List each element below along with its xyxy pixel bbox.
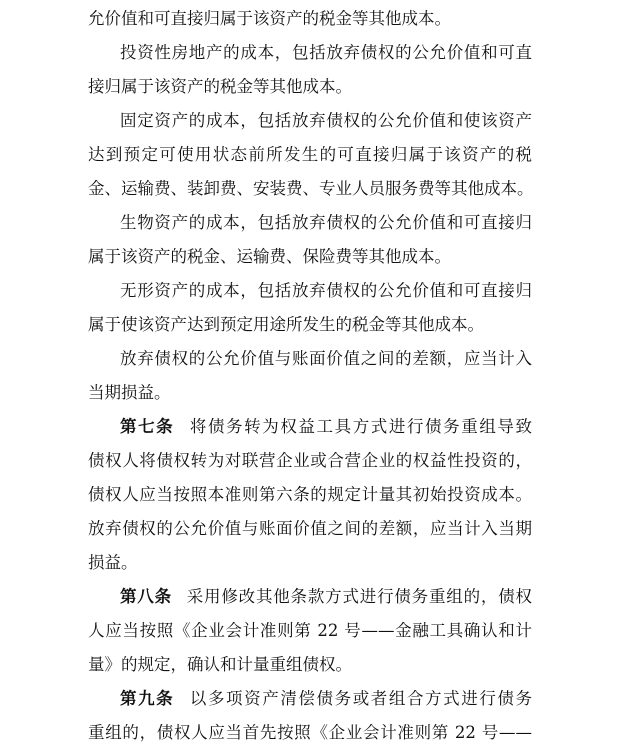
- text-line-19: 人应当按照《企业会计准则第 22 号——金融工具确认和计: [88, 621, 532, 640]
- text-line-5: 达到预定可使用状态前所发生的可直接归属于该资产的税: [88, 145, 532, 164]
- text-line-18: 采用修改其他条款方式进行债务重组的，债权: [185, 587, 533, 606]
- text-line-20: 量》的规定，确认和计量重组债权。: [88, 655, 352, 674]
- text-line-16: 放弃债权的公允价值与账面价值之间的差额，应当计入当期: [88, 519, 532, 538]
- text-line-9: 无形资产的成本，包括放弃债权的公允价值和可直接归: [120, 281, 532, 300]
- text-line-10: 属于使该资产达到预定用途所发生的税金等其他成本。: [88, 315, 484, 334]
- text-line-21: 以多项资产清偿债务或者组合方式进行债务: [188, 689, 533, 708]
- article-nine-line: [120, 682, 532, 716]
- text-line-12: 当期损益。: [88, 383, 171, 402]
- text-line-8: 属于该资产的税金、运输费、保险费等其他成本。: [88, 247, 451, 266]
- text-line-1: 允价值和可直接归属于该资产的税金等其他成本。: [88, 9, 451, 28]
- article-seven-line: [120, 410, 532, 444]
- text-line-22: 重组的，债权人应当首先按照《企业会计准则第 22 号——: [88, 723, 532, 742]
- text-line-3: 接归属于该资产的税金等其他成本。: [88, 77, 352, 96]
- text-line-7: 生物资产的成本，包括放弃债权的公允价值和可直接归: [120, 213, 532, 232]
- article-eight-heading: 第八条: [120, 587, 172, 606]
- text-line-6: 金、运输费、装卸费、安装费、专业人员服务费等其他成本。: [88, 179, 534, 198]
- text-line-13: 将债务转为权益工具方式进行债务重组导致: [188, 417, 533, 436]
- text-line-11: 放弃债权的公允价值与账面价值之间的差额，应当计入: [120, 349, 532, 368]
- article-nine-heading: 第九条: [120, 689, 175, 708]
- text-line-17: 损益。: [88, 553, 138, 572]
- article-seven-heading: 第七条: [120, 417, 175, 436]
- text-line-15: 债权人应当按照本准则第六条的规定计量其初始投资成本。: [88, 485, 532, 504]
- text-line-4: 固定资产的成本，包括放弃债权的公允价值和使该资产: [120, 111, 532, 130]
- article-eight-line: [120, 580, 532, 614]
- text-line-14: 债权人将债权转为对联营企业或合营企业的权益性投资的，: [88, 451, 532, 470]
- text-line-2: 投资性房地产的成本，包括放弃债权的公允价值和可直: [120, 43, 532, 62]
